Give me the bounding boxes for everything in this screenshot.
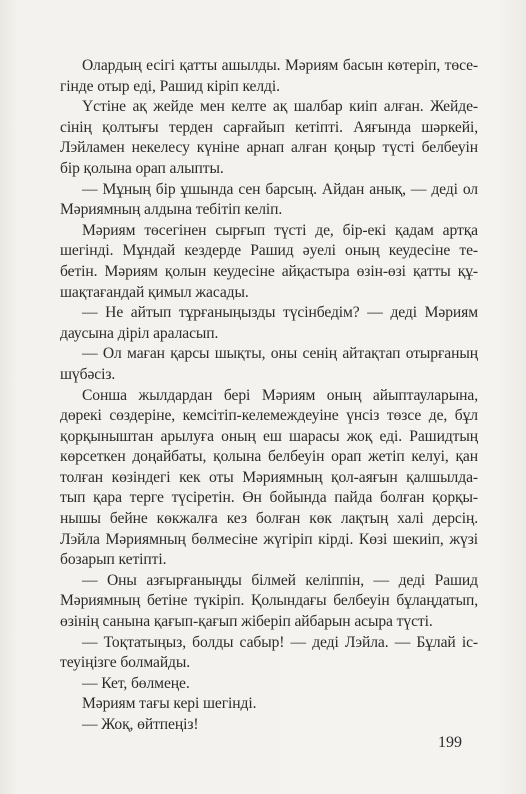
paragraph <box>60 97 478 179</box>
paragraph <box>60 715 478 736</box>
text-line: қорқыныштан арылуға оның еш шарасы жоқ еді. Рашидтың <box>60 427 478 445</box>
text-line: Олардың есігі қатты ашылды. Мәриям басын көтеріп, төсе- <box>82 57 478 74</box>
text-line: — Тоқтатыңыз, болды сабыр! — деді Лэйла. — Бұлай іс- <box>82 633 478 651</box>
paragraph <box>60 180 478 221</box>
text-line: шегінді. Мұндай кездерде Рашид әуелі оның кеудесіне те- <box>60 242 478 260</box>
text-line: — Оны азғырғаныңды білмей келіппін, — деді Рашид <box>82 571 478 589</box>
text-line: шүбәсіз. <box>60 365 116 383</box>
text-line: толған көзіндегі кек оты Мәриямның қол-аяғын қалшылда- <box>60 468 478 486</box>
text-line: бозарып кетіпті. <box>60 551 167 569</box>
text-line: тып қара терге түсіретін. Өн бойында пайда болған қорқы- <box>60 489 478 507</box>
text-line: даусына діріл араласып. <box>60 324 219 342</box>
paragraph <box>60 303 478 344</box>
text-line: гінде отыр еді, Рашид кіріп келді. <box>60 77 280 95</box>
page-body-text <box>60 56 478 736</box>
text-line: Үстіне ақ жейде мен келте ақ шалбар киіп алған. Жейде- <box>82 98 478 116</box>
text-line: бір қолына орап алыпты. <box>60 159 224 177</box>
text-line: Мәриямның алдына тебітіп келіп. <box>60 201 283 219</box>
text-line: нышы бейне көкжалға кез болған көк лақтың халі дерсің. <box>60 510 478 528</box>
page-number: 199 <box>438 734 462 751</box>
text-line: Лэйламен некелесу күніне арнап алған қоңыр түсті белбеуін <box>60 139 478 157</box>
paragraph <box>60 694 478 715</box>
text-line: өзінің санына қағып-қағып жіберіп айбарын асыра түсті. <box>60 613 433 631</box>
text-line: бетін. Мәриям қолын кеудесіне айқастыра өзін-өзі қатты құ- <box>60 262 478 280</box>
text-line: — Жоқ, өйтпеңіз! <box>82 716 199 733</box>
text-line: Мәриямның бетіне түкіріп. Қолындағы белбеуін бұлаңдатып, <box>60 592 478 610</box>
paragraph <box>60 386 478 571</box>
text-line: теуіңізге болмайды. <box>60 654 191 672</box>
text-line: Мәриям тағы кері шегінді. <box>82 695 257 713</box>
text-line: шақтағандай қимыл жасады. <box>60 283 249 301</box>
paragraph <box>60 221 478 303</box>
paragraph <box>60 344 478 385</box>
text-line: Мәриям төсегінен сырғып түсті де, бір-екі қадам артқа <box>82 221 478 239</box>
paragraph <box>60 571 478 633</box>
text-line: Лэйла Мәриямның бөлмесіне жүгіріп кірді. Көзі шекиіп, жүзі <box>60 530 478 548</box>
text-line: — Кет, бөлмеңе. <box>82 674 190 692</box>
text-line: — Мұның бір ұшында сен барсың. Айдан анық, — деді ол <box>82 180 478 198</box>
text-line: көрсеткен доңайбаты, қолына белбеуін орап жетіп келуі, қан <box>60 448 478 466</box>
paragraph <box>60 674 478 695</box>
text-line: — Ол маған қарсы шықты, оны сенің айтақтап отырғаның <box>82 345 478 363</box>
paragraph <box>60 56 478 97</box>
text-line: дөрекі сөздеріне, кемсітіп-келемеждеуіне үнсіз төзсе де, бұл <box>60 407 478 425</box>
text-line: сінің қолтығы терден сарғайып кетіпті. Аяғында шәркейі, <box>60 118 478 136</box>
paragraph <box>60 633 478 674</box>
text-line: — Не айтып тұрғаныңызды түсінбедім? — деді Мәриям <box>82 304 478 322</box>
text-line: Сонша жылдардан бері Мәриям оның айыптауларына, <box>82 386 478 404</box>
